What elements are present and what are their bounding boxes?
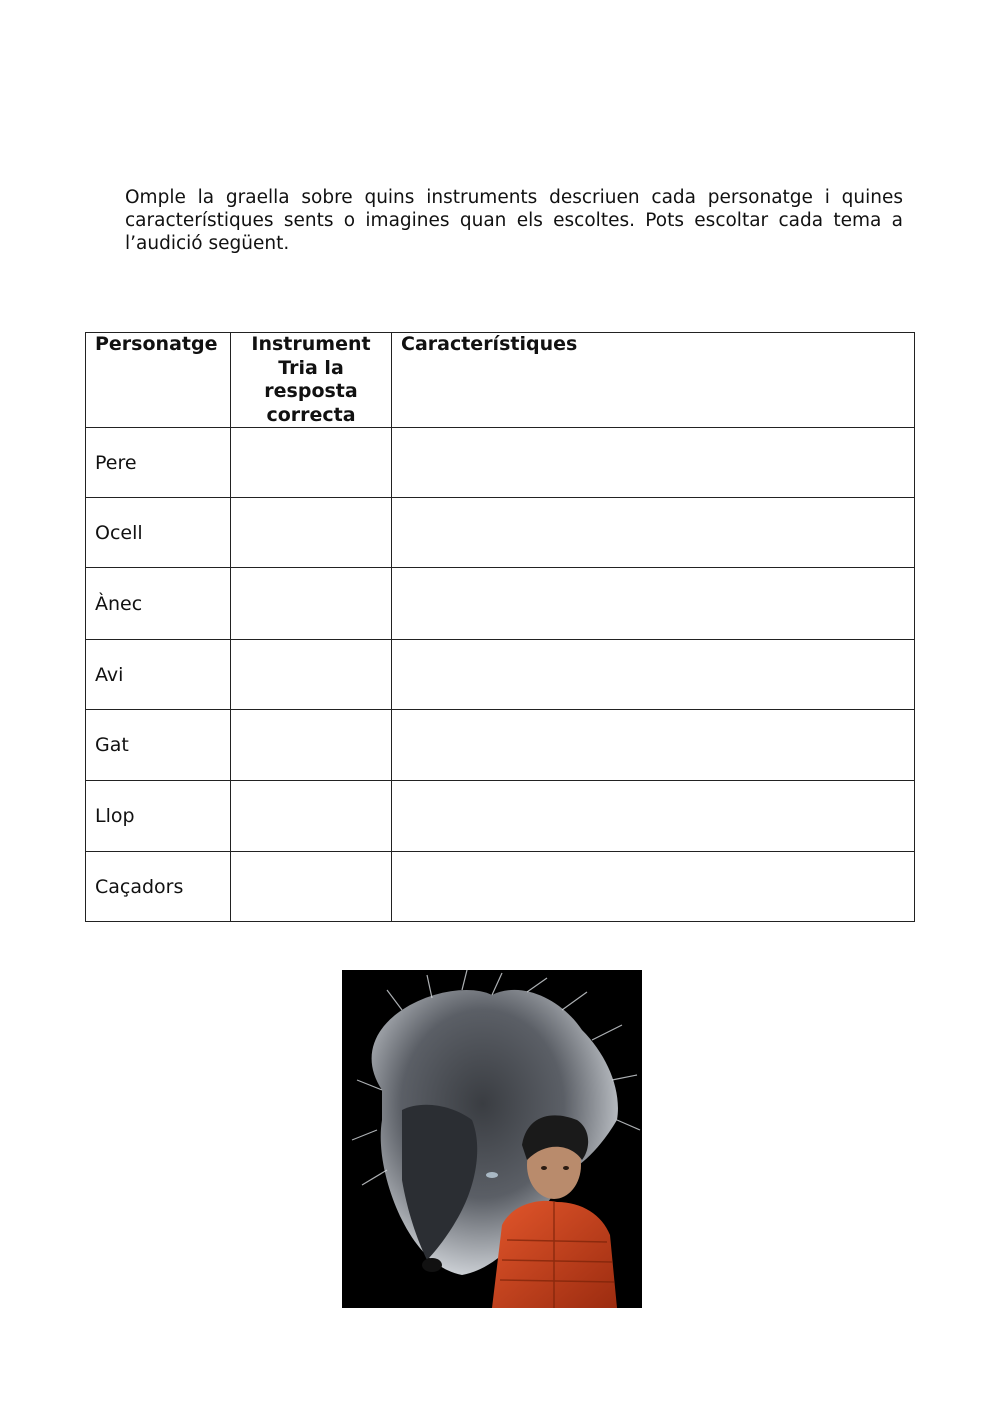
cell-character: Avi	[86, 640, 231, 710]
header-instrument-label: Instrument	[251, 333, 371, 355]
cell-character: Llop	[86, 781, 231, 852]
cell-instrument[interactable]	[231, 781, 392, 852]
table-row	[86, 568, 915, 640]
cell-instrument[interactable]	[231, 428, 392, 498]
cell-character: Ànec	[86, 568, 231, 640]
cell-traits[interactable]	[392, 852, 915, 922]
header-instrument-hint: Tria la resposta correcta	[264, 356, 358, 426]
cell-instrument[interactable]	[231, 568, 392, 640]
wolf-boy-icon	[342, 970, 642, 1308]
cell-instrument[interactable]	[231, 498, 392, 568]
cell-character: Ocell	[86, 498, 231, 568]
cell-traits[interactable]	[392, 498, 915, 568]
table-row	[86, 498, 915, 568]
instructions-text: Omple la graella sobre quins instruments descriuen cada personatge i quines característiques sents o imagines quan els escoltes. Pots escoltar cada tema a l’audició següent.	[125, 187, 903, 254]
cell-traits[interactable]	[392, 781, 915, 852]
table-header-row	[86, 333, 915, 428]
table-row	[86, 710, 915, 781]
character-instrument-table	[85, 332, 915, 922]
cell-instrument[interactable]	[231, 710, 392, 781]
cell-instrument[interactable]	[231, 852, 392, 922]
cell-character: Pere	[86, 428, 231, 498]
table-row	[86, 640, 915, 710]
cell-character: Gat	[86, 710, 231, 781]
header-instrument	[231, 333, 392, 428]
header-character-label: Personatge	[95, 333, 218, 355]
cell-traits[interactable]	[392, 428, 915, 498]
wolf-and-boy-illustration	[342, 970, 642, 1308]
cell-traits[interactable]	[392, 710, 915, 781]
cell-traits[interactable]	[392, 640, 915, 710]
table-row	[86, 781, 915, 852]
cell-character: Caçadors	[86, 852, 231, 922]
cell-traits[interactable]	[392, 568, 915, 640]
table-row	[86, 852, 915, 922]
header-traits-label: Característiques	[401, 333, 578, 355]
header-traits	[392, 333, 915, 428]
header-character	[86, 333, 231, 428]
table-row	[86, 428, 915, 498]
cell-instrument[interactable]	[231, 640, 392, 710]
